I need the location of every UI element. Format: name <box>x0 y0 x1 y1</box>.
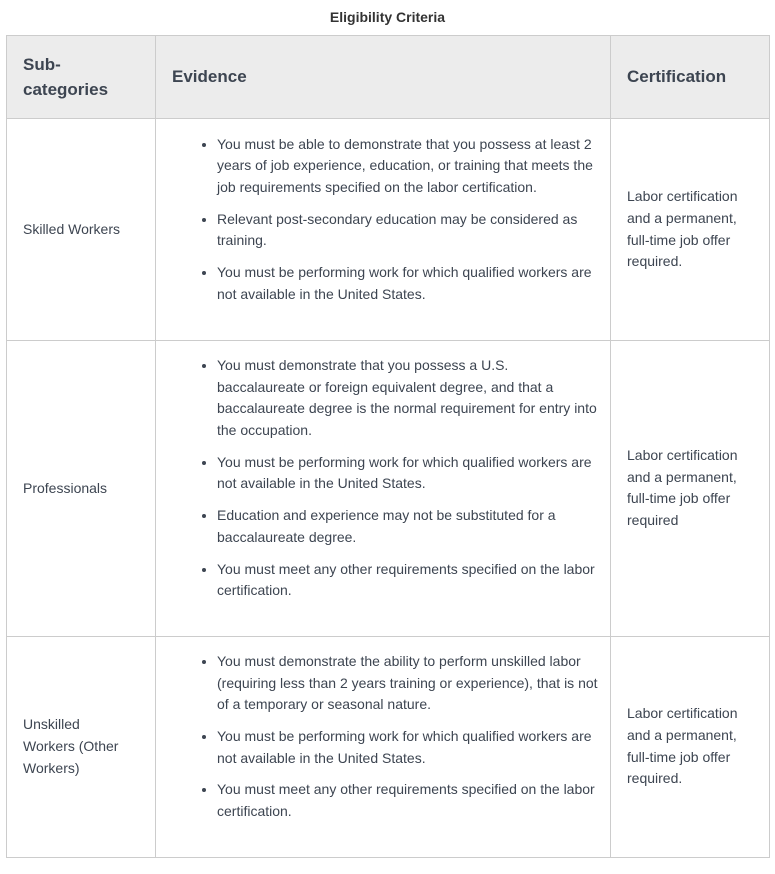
subcategory-label: Skilled Workers <box>23 220 120 237</box>
evidence-item: • You must meet any other requirements specified on the labor certification. <box>217 779 598 822</box>
column-header-evidence: Evidence <box>156 36 611 119</box>
subcategory-cell <box>7 341 156 637</box>
column-header-subcategories: Sub-categories <box>7 36 156 119</box>
certification-text: Labor certification and a permanent, full-time job offer required. <box>627 188 738 270</box>
evidence-item: • You must be able to demonstrate that you possess at least 2 years of job experience, education, or training that meets the job requirements specified on the labor certification. <box>217 134 598 199</box>
table-title: Eligibility Criteria <box>329 9 446 25</box>
table-row <box>7 119 770 341</box>
evidence-cell <box>156 341 611 637</box>
evidence-cell <box>156 119 611 341</box>
evidence-cell <box>156 636 611 857</box>
evidence-item: • You must meet any other requirements specified on the labor certification. <box>217 559 598 602</box>
certification-cell <box>611 341 770 637</box>
subcategory-label: Unskilled Workers (Other Workers) <box>23 716 119 776</box>
evidence-list <box>173 134 598 306</box>
evidence-item: • Relevant post-secondary education may be considered as training. <box>217 209 598 252</box>
evidence-item: • Education and experience may not be substituted for a baccalaureate degree. <box>217 505 598 548</box>
evidence-item: • You must demonstrate the ability to perform unskilled labor (requiring less than 2 years training or experience), that is not of a temporary or seasonal nature. <box>217 651 598 716</box>
evidence-list <box>173 355 598 602</box>
table-body <box>7 119 770 858</box>
table-row <box>7 636 770 857</box>
certification-cell <box>611 636 770 857</box>
subcategory-cell <box>7 636 156 857</box>
evidence-item: • You must demonstrate that you possess a U.S. baccalaureate or foreign equivalent degree, and that a baccalaureate degree is the normal requirement for entry into the occupation. <box>217 355 598 442</box>
subcategory-cell <box>7 119 156 341</box>
page <box>0 9 775 874</box>
header-row <box>7 36 770 119</box>
table-row <box>7 341 770 637</box>
certification-cell <box>611 119 770 341</box>
certification-text: Labor certification and a permanent, full-time job offer required. <box>627 705 738 787</box>
evidence-item: • You must be performing work for which qualified workers are not available in the United States. <box>217 726 598 769</box>
evidence-item: • You must be performing work for which qualified workers are not available in the United States. <box>217 452 598 495</box>
evidence-list <box>173 651 598 823</box>
subcategory-label: Professionals <box>23 479 108 496</box>
table-header <box>7 36 770 119</box>
evidence-item: • You must be performing work for which qualified workers are not available in the United States. <box>217 262 598 305</box>
certification-text: Labor certification and a permanent, full-time job offer required <box>627 447 738 529</box>
column-header-certification: Certification <box>611 36 770 119</box>
eligibility-criteria-table <box>6 35 770 858</box>
